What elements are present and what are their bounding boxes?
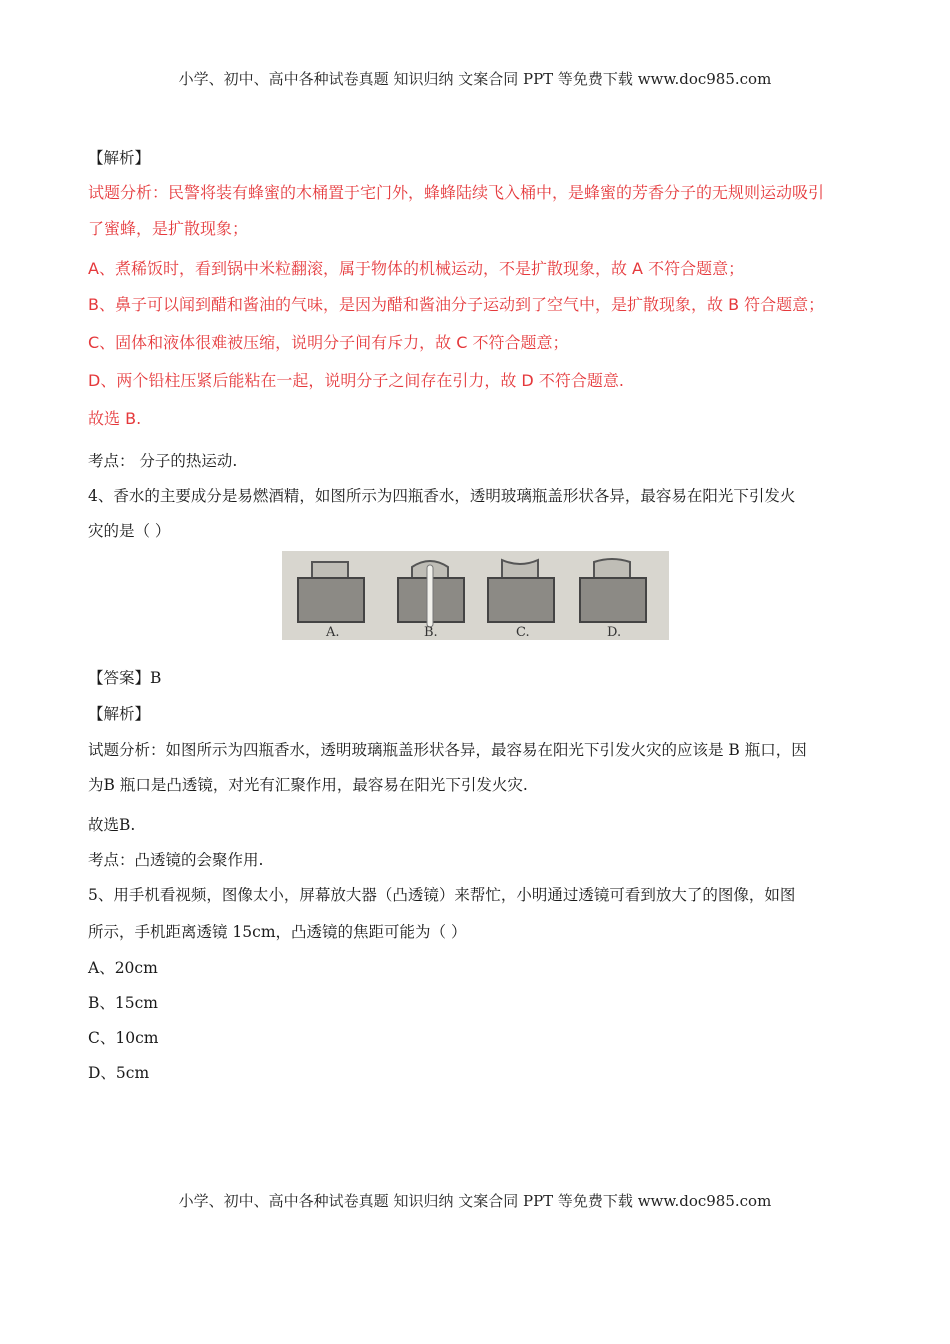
q4-analysis-line1: 试题分析：如图所示为四瓶香水，透明玻璃瓶盖形状各异，最容易在阳光下引发火灾的应该是 B 瓶口，因 bbox=[88, 741, 807, 759]
q3-option-b: B、鼻子可以闻到醋和酱油的气味，是因为醋和酱油分子运动到了空气中，是扩散现象，故 B 符合题意； bbox=[88, 295, 825, 314]
q4-jiexi-label: 【解析】 bbox=[88, 705, 151, 723]
q3-analysis-line2: 了蜜蜂，是扩散现象； bbox=[88, 219, 249, 238]
q5-option-a: A、20cm bbox=[88, 959, 158, 977]
q3-jiexi-label: 【解析】 bbox=[88, 149, 151, 167]
q3-option-c: C、固体和液体很难被压缩，说明分子间有斥力，故 C 不符合题意； bbox=[88, 333, 569, 352]
q4-choose: 故选B. bbox=[88, 816, 136, 834]
q4-stem-line1: 4、香水的主要成分是易燃酒精，如图所示为四瓶香水，透明玻璃瓶盖形状各异，最容易在阳光下引发火 bbox=[88, 487, 796, 505]
page-header: 小学、初中、高中各种试卷真题 知识归纳 文案合同 PPT 等免费下载 www.doc985.com bbox=[178, 70, 772, 88]
q5-stem-line1: 5、用手机看视频，图像太小，屏幕放大器（凸透镜）来帮忙，小明通过透镜可看到放大了的图像，如图 bbox=[88, 886, 796, 904]
q5-option-c: C、10cm bbox=[88, 1029, 159, 1047]
q5-stem-line2: 所示，手机距离透镜 15cm，凸透镜的焦距可能为（ ） bbox=[88, 923, 467, 941]
q5-option-b: B、15cm bbox=[88, 994, 158, 1012]
q4-kaodian: 考点：凸透镜的会聚作用. bbox=[88, 851, 264, 869]
q3-choose: 故选 B. bbox=[88, 409, 142, 428]
bottle-c bbox=[488, 560, 554, 622]
q3-kaodian: 考点： 分子的热运动. bbox=[88, 452, 238, 470]
figure-label-b: B. bbox=[424, 625, 438, 640]
figure-label-a: A. bbox=[326, 625, 340, 640]
perfume-bottles-figure bbox=[282, 551, 669, 640]
q4-answer: 【答案】B bbox=[88, 669, 162, 687]
bottle-a bbox=[298, 562, 364, 622]
bottle-b bbox=[398, 561, 464, 627]
page-footer: 小学、初中、高中各种试卷真题 知识归纳 文案合同 PPT 等免费下载 www.doc985.com bbox=[178, 1192, 772, 1210]
q4-analysis-line2: 为B 瓶口是凸透镜，对光有汇聚作用，最容易在阳光下引发火灾. bbox=[88, 776, 528, 794]
q3-option-a: A、煮稀饭时，看到锅中米粒翻滚，属于物体的机械运动，不是扩散现象，故 A 不符合题意； bbox=[88, 259, 745, 278]
figure-label-c: C. bbox=[516, 625, 530, 640]
bottle-d bbox=[580, 559, 646, 622]
figure-label-d: D. bbox=[607, 625, 622, 640]
q3-analysis-line1: 试题分析：民警将装有蜂蜜的木桶置于宅门外，蜂蜂陆续飞入桶中，是蜂蜜的芳香分子的无规则运动吸引 bbox=[88, 183, 825, 202]
q5-option-d: D、5cm bbox=[88, 1064, 150, 1082]
q3-option-d: D、两个铅柱压紧后能粘在一起，说明分子之间存在引力，故 D 不符合题意. bbox=[88, 371, 624, 390]
q4-stem-line2: 灾的是（ ） bbox=[88, 522, 171, 540]
